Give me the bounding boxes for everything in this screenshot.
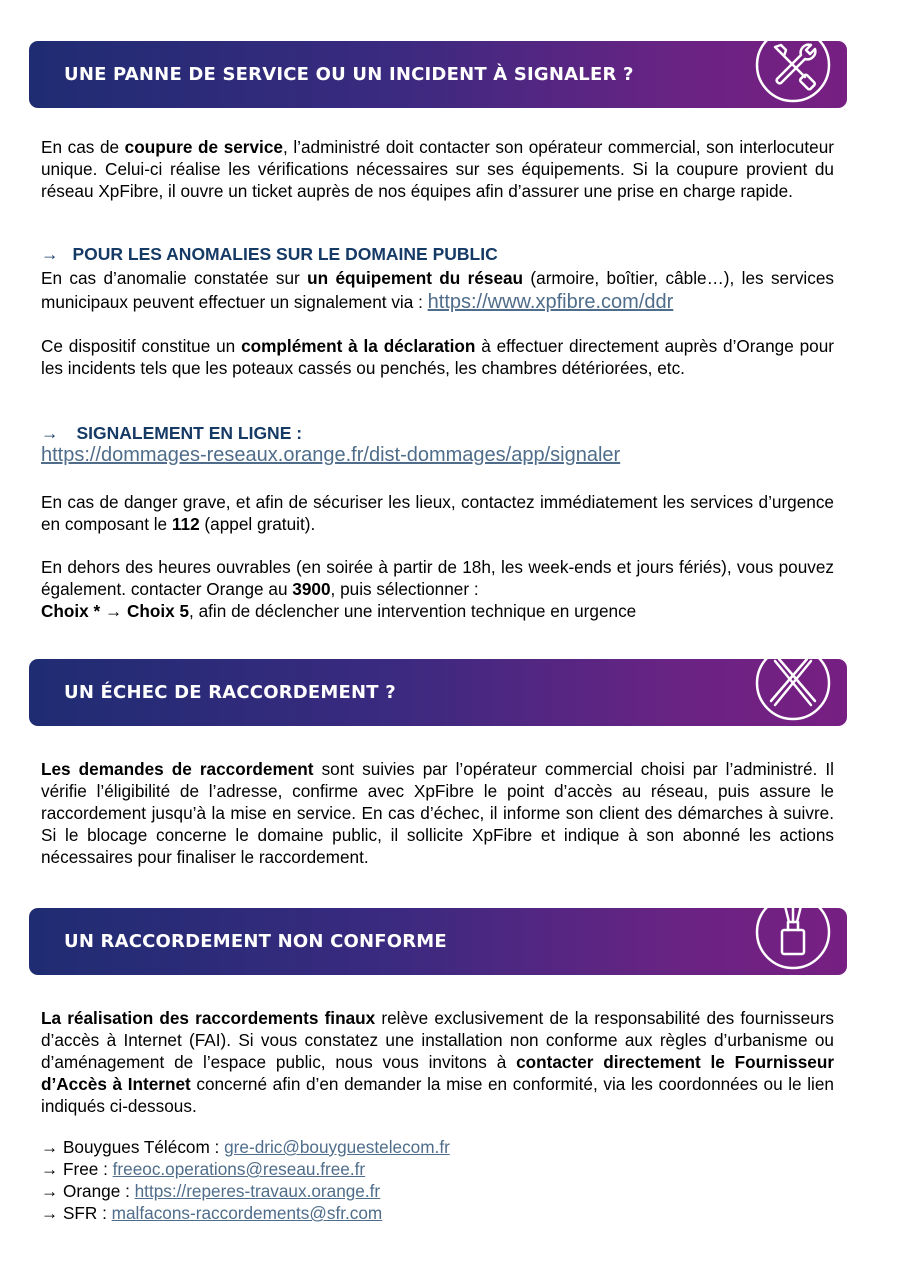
contact-orange: → Orange : https://reperes-travaux.orange.fr — [41, 1181, 381, 1201]
contact-orange-link[interactable]: https://reperes-travaux.orange.fr — [134, 1181, 381, 1201]
cross-circle-icon — [753, 643, 833, 723]
arrow-right-icon: → — [41, 244, 59, 264]
orange-dommages-link[interactable]: https://dommages-reseaux.orange.fr/dist-dommages/app/signaler — [41, 444, 621, 466]
section2-title: UN ÉCHEC DE RACCORDEMENT ? — [64, 682, 396, 703]
section2-body: Les demandes de raccordement sont suivies par l’opérateur commercial choisi par l’administré. Il vérifie l’éligibilité de l’adresse, confirme avec XpFibre le point d’accès au réseau, puis assure le raccordement jusqu’à la mise en service. En cas d’échec, il informe son client des démarches à suivre. Si le blocage concerne le domaine public, il sollicite XpFibre et indique à son abonné les actions nécessaires pour finaliser le raccordement. — [41, 759, 834, 867]
arrow-right-icon: → — [41, 1181, 59, 1201]
contact-bouygues: → Bouygues Télécom : gre-dric@bouyguestelecom.fr — [41, 1137, 450, 1157]
section1-banner — [29, 41, 847, 108]
after-hours-text: En dehors des heures ouvrables (en soirée à partir de 18h, les week-ends et jours fériés), vous pouvez également. contacter Orange au 3900, puis sélectionner : Choix * → Choix 5, afin de déclencher une intervention technique en urgence — [41, 557, 834, 621]
arrow-right-icon: → — [41, 1203, 59, 1223]
online-report-link-wrap — [41, 444, 834, 466]
contact-free: → Free : freeoc.operations@reseau.free.fr — [41, 1159, 366, 1179]
public-domain-text: En cas d’anomalie constatée sur un équipement du réseau (armoire, boîtier, câble…), les services municipaux peuvent effectuer un signalement via : https://www.xpfibre.com/ddr — [41, 268, 834, 313]
section3-body: La réalisation des raccordements finaux relève exclusivement de la responsabilité des fournisseurs d’accès à Internet (FAI). Si vous constatez une installation non conforme aux règles d’urbanisme ou d’aménagement de l’espace public, nous vous invitons à contacter directement le Fournisseur d’Accès à Internet concerné afin d’en demander la mise en conformité, via les coordonnées ou le lien indiqués ci-dessous. — [41, 1008, 835, 1116]
section1-intro: En cas de coupure de service, l’administré doit contacter son opérateur commercial, son interlocuteur unique. Celui-ci réalise les vérifications nécessaires sur ses équipements. Si la coupure provient du réseau XpFibre, il ouvre un ticket auprès de nos équipes afin d’assurer une prise en charge rapide. — [41, 137, 834, 201]
contact-bouygues-link[interactable]: gre-dric@bouyguestelecom.fr — [224, 1137, 450, 1157]
xpfibre-ddr-link[interactable]: https://www.xpfibre.com/ddr — [427, 291, 674, 313]
tools-icon — [753, 25, 833, 105]
section2-banner — [29, 659, 847, 726]
online-report-heading: → SIGNALEMENT EN LIGNE : — [41, 423, 303, 443]
complement-text: Ce dispositif constitue un complément à la déclaration à effectuer directement auprès d’Orange pour les incidents tels que les poteaux cassés ou penchés, les chambres détériorées, etc. — [41, 336, 834, 378]
section3-banner — [29, 908, 847, 975]
arrow-right-icon: → — [41, 423, 59, 443]
contact-free-link[interactable]: freeoc.operations@reseau.free.fr — [112, 1159, 366, 1179]
contact-sfr-link[interactable]: malfacons-raccordements@sfr.com — [111, 1203, 383, 1223]
cable-connector-icon — [753, 892, 833, 972]
arrow-right-icon: → — [41, 1159, 59, 1179]
section3-title: UN RACCORDEMENT NON CONFORME — [64, 931, 447, 952]
public-domain-heading: → POUR LES ANOMALIES SUR LE DOMAINE PUBLIC — [41, 244, 498, 264]
contact-sfr: → SFR : malfacons-raccordements@sfr.com — [41, 1203, 383, 1223]
arrow-right-icon: → — [41, 1137, 59, 1157]
fai-contacts-list — [41, 1136, 834, 1224]
danger-text: En cas de danger grave, et afin de sécuriser les lieux, contactez immédiatement les services d’urgence en composant le 112 (appel gratuit). — [41, 492, 834, 534]
section1-title: UNE PANNE DE SERVICE OU UN INCIDENT À SIGNALER ? — [64, 64, 634, 85]
